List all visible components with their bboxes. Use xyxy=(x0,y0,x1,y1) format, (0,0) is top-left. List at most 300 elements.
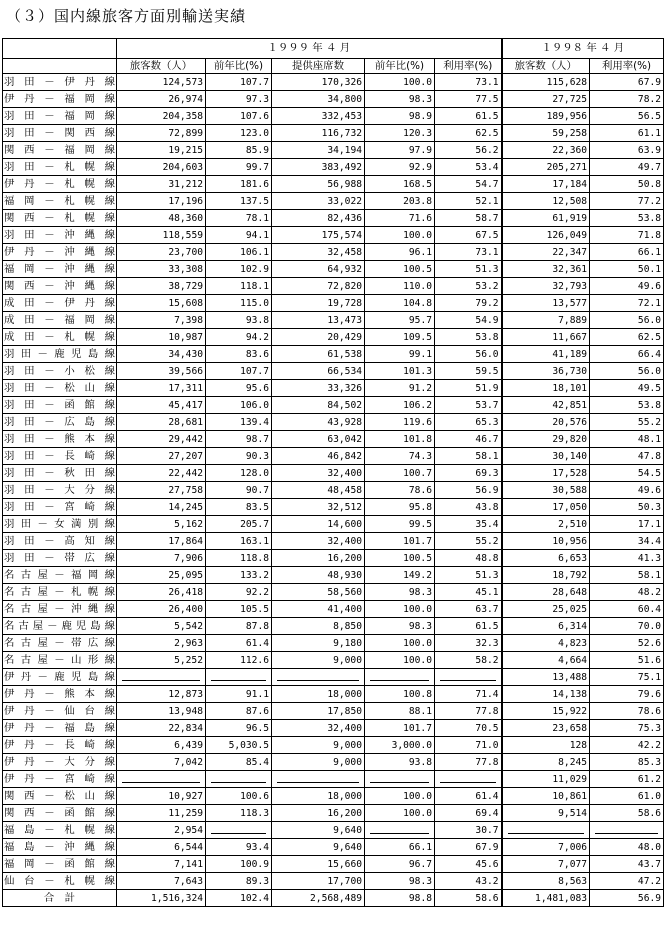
seats-yoy-cell: 109.5 xyxy=(365,329,435,346)
passengers-1998-cell: 61,919 xyxy=(502,210,590,227)
load-factor-1998-cell: 49.6 xyxy=(590,278,664,295)
passengers-1998-cell: 126,049 xyxy=(502,227,590,244)
table-row xyxy=(3,193,664,210)
passengers-yoy-cell: 102.9 xyxy=(206,261,272,278)
passengers-1999-cell: 7,042 xyxy=(117,754,206,771)
table-row xyxy=(3,210,664,227)
passengers-1998-cell: 29,820 xyxy=(502,431,590,448)
passengers-1999-cell: 6,544 xyxy=(117,839,206,856)
passengers-1999-cell: 13,948 xyxy=(117,703,206,720)
passengers-yoy-cell: 123.0 xyxy=(206,125,272,142)
route-name: 成田－札幌線 xyxy=(3,329,117,346)
seats-1999-cell: 9,000 xyxy=(272,652,365,669)
seats-1999-cell: 15,660 xyxy=(272,856,365,873)
route-name: 伊丹－宮崎線 xyxy=(3,771,117,788)
seats-yoy-cell: 101.7 xyxy=(365,533,435,550)
load-factor-1999-cell: 65.3 xyxy=(435,414,502,431)
no-data-dash xyxy=(211,673,266,681)
passengers-1999-cell: 7,141 xyxy=(117,856,206,873)
seats-yoy-cell: 91.2 xyxy=(365,380,435,397)
load-factor-1999-cell: 32.3 xyxy=(435,635,502,652)
load-factor-1998-cell: 77.2 xyxy=(590,193,664,210)
passengers-yoy-cell: 5,030.5 xyxy=(206,737,272,754)
load-factor-1999-cell: 56.9 xyxy=(435,482,502,499)
load-factor-1998-cell: 50.3 xyxy=(590,499,664,516)
passengers-1999-cell: 38,729 xyxy=(117,278,206,295)
load-factor-1999-cell: 58.1 xyxy=(435,448,502,465)
table-row xyxy=(3,584,664,601)
load-factor-1998-cell: 56.0 xyxy=(590,363,664,380)
route-name: 羽田－秋田線 xyxy=(3,465,117,482)
passengers-1998-cell: 22,360 xyxy=(502,142,590,159)
passengers-1999-cell: 19,215 xyxy=(117,142,206,159)
load-factor-1998-cell: 63.9 xyxy=(590,142,664,159)
load-factor-1999-cell: 58.7 xyxy=(435,210,502,227)
load-factor-1999-cell: 52.1 xyxy=(435,193,502,210)
load-factor-1999-cell: 30.7 xyxy=(435,822,502,839)
passengers-1999-cell: 29,442 xyxy=(117,431,206,448)
passengers-yoy-cell: 98.7 xyxy=(206,431,272,448)
passengers-yoy-cell: 139.4 xyxy=(206,414,272,431)
route-name: 羽田－熊本線 xyxy=(3,431,117,448)
load-factor-1998-cell: 48.1 xyxy=(590,431,664,448)
seats-yoy-cell: 106.2 xyxy=(365,397,435,414)
load-factor-1999-cell xyxy=(435,669,502,686)
seats-yoy-cell: 98.3 xyxy=(365,618,435,635)
load-factor-1999-cell: 53.8 xyxy=(435,329,502,346)
route-name: 伊丹－仙台線 xyxy=(3,703,117,720)
header-passengers-1999: 旅客数（人） xyxy=(117,59,206,74)
seats-yoy-cell: 74.3 xyxy=(365,448,435,465)
table-row xyxy=(3,414,664,431)
passengers-yoy-cell: 118.8 xyxy=(206,550,272,567)
route-name: 成田－伊丹線 xyxy=(3,295,117,312)
load-factor-1999-cell: 53.7 xyxy=(435,397,502,414)
load-factor-1998-cell: 49.6 xyxy=(590,482,664,499)
passengers-1999-cell: 45,417 xyxy=(117,397,206,414)
passengers-1998-cell: 10,861 xyxy=(502,788,590,805)
route-name: 羽田－広島線 xyxy=(3,414,117,431)
table-row xyxy=(3,822,664,839)
load-factor-1999-cell: 43.2 xyxy=(435,873,502,890)
route-name: 羽田－大分線 xyxy=(3,482,117,499)
passengers-1998-cell: 32,793 xyxy=(502,278,590,295)
header-blank xyxy=(3,59,117,74)
seats-yoy-cell: 101.3 xyxy=(365,363,435,380)
seats-1999-cell: 41,400 xyxy=(272,601,365,618)
passengers-1998-cell: 17,050 xyxy=(502,499,590,516)
passengers-yoy-cell: 118.1 xyxy=(206,278,272,295)
load-factor-1999-cell: 63.7 xyxy=(435,601,502,618)
passengers-1999-cell: 10,927 xyxy=(117,788,206,805)
passengers-1998-cell: 42,851 xyxy=(502,397,590,414)
no-data-dash xyxy=(440,775,496,783)
table-row xyxy=(3,856,664,873)
passengers-1999-cell: 7,906 xyxy=(117,550,206,567)
seats-yoy-cell: 101.8 xyxy=(365,431,435,448)
seats-1999-cell: 332,453 xyxy=(272,108,365,125)
passengers-yoy-cell: 93.8 xyxy=(206,312,272,329)
load-factor-1998-cell: 62.5 xyxy=(590,329,664,346)
passengers-yoy-cell: 89.3 xyxy=(206,873,272,890)
seats-yoy-cell: 119.6 xyxy=(365,414,435,431)
header-seats-1999: 提供座席数 xyxy=(272,59,365,74)
load-factor-1998-cell: 47.2 xyxy=(590,873,664,890)
load-factor-1998-cell: 48.2 xyxy=(590,584,664,601)
route-name: 伊丹－札幌線 xyxy=(3,176,117,193)
seats-1999-cell: 48,458 xyxy=(272,482,365,499)
passengers-yoy-cell: 106.0 xyxy=(206,397,272,414)
seats-1999-cell: 32,400 xyxy=(272,720,365,737)
table-row xyxy=(3,805,664,822)
load-factor-1998-cell: 50.1 xyxy=(590,261,664,278)
table-row xyxy=(3,448,664,465)
seats-1999-cell: 34,800 xyxy=(272,91,365,108)
route-name: 名古屋－沖縄線 xyxy=(3,601,117,618)
no-data-dash xyxy=(277,673,359,681)
seats-yoy-cell: 96.7 xyxy=(365,856,435,873)
load-factor-1999-cell: 67.5 xyxy=(435,227,502,244)
passengers-1999-cell: 26,400 xyxy=(117,601,206,618)
no-data-dash xyxy=(277,775,359,783)
table-row xyxy=(3,227,664,244)
total-row xyxy=(3,890,664,907)
route-name: 仙台－札幌線 xyxy=(3,873,117,890)
passengers-1998-cell: 4,664 xyxy=(502,652,590,669)
seats-yoy-cell: 98.8 xyxy=(365,890,435,907)
load-factor-1999-cell: 67.9 xyxy=(435,839,502,856)
seats-1999-cell: 8,850 xyxy=(272,618,365,635)
passengers-1998-cell: 15,922 xyxy=(502,703,590,720)
header-columns-row xyxy=(3,59,664,74)
load-factor-1999-cell: 51.3 xyxy=(435,261,502,278)
table-row xyxy=(3,635,664,652)
passengers-1998-cell: 25,025 xyxy=(502,601,590,618)
table-row xyxy=(3,380,664,397)
route-name: 福島－沖縄線 xyxy=(3,839,117,856)
load-factor-1998-cell: 47.8 xyxy=(590,448,664,465)
route-name: 成田－福岡線 xyxy=(3,312,117,329)
load-factor-1999-cell: 73.1 xyxy=(435,244,502,261)
load-factor-1998-cell: 55.2 xyxy=(590,414,664,431)
load-factor-1999-cell: 62.5 xyxy=(435,125,502,142)
route-name: 羽田－関西線 xyxy=(3,125,117,142)
passengers-1999-cell: 31,212 xyxy=(117,176,206,193)
seats-1999-cell: 32,400 xyxy=(272,533,365,550)
seats-yoy-cell: 203.8 xyxy=(365,193,435,210)
table-row xyxy=(3,159,664,176)
header-period-row xyxy=(3,39,664,59)
passengers-1999-cell: 11,259 xyxy=(117,805,206,822)
load-factor-1999-cell: 69.3 xyxy=(435,465,502,482)
passengers-yoy-cell: 99.7 xyxy=(206,159,272,176)
seats-yoy-cell: 99.5 xyxy=(365,516,435,533)
load-factor-1998-cell: 56.0 xyxy=(590,312,664,329)
route-name: 関西－沖縄線 xyxy=(3,278,117,295)
load-factor-1999-cell: 61.5 xyxy=(435,618,502,635)
passengers-yoy-cell: 112.6 xyxy=(206,652,272,669)
passengers-1998-cell: 1,481,083 xyxy=(502,890,590,907)
header-blank xyxy=(3,39,117,59)
passengers-1999-cell: 12,873 xyxy=(117,686,206,703)
route-name: 福岡－札幌線 xyxy=(3,193,117,210)
passengers-1998-cell: 6,314 xyxy=(502,618,590,635)
load-factor-1998-cell: 34.4 xyxy=(590,533,664,550)
passengers-1999-cell: 26,974 xyxy=(117,91,206,108)
seats-yoy-cell: 88.1 xyxy=(365,703,435,720)
seats-1999-cell: 66,534 xyxy=(272,363,365,380)
load-factor-1999-cell: 55.2 xyxy=(435,533,502,550)
seats-1999-cell: 170,326 xyxy=(272,74,365,91)
passengers-yoy-cell xyxy=(206,669,272,686)
seats-yoy-cell: 100.0 xyxy=(365,652,435,669)
header-period-1999: １９９９ 年 ４ 月 xyxy=(117,39,502,59)
passengers-1998-cell: 7,889 xyxy=(502,312,590,329)
route-name: 名古屋－福岡線 xyxy=(3,567,117,584)
load-factor-1999-cell: 73.1 xyxy=(435,74,502,91)
load-factor-1999-cell: 71.4 xyxy=(435,686,502,703)
route-name: 名古屋－鹿児島線 xyxy=(3,618,117,635)
passengers-1999-cell: 7,643 xyxy=(117,873,206,890)
table-row xyxy=(3,533,664,550)
seats-1999-cell: 175,574 xyxy=(272,227,365,244)
passengers-1998-cell: 7,077 xyxy=(502,856,590,873)
load-factor-1998-cell: 75.3 xyxy=(590,720,664,737)
seats-yoy-cell: 101.7 xyxy=(365,720,435,737)
passengers-1998-cell: 20,576 xyxy=(502,414,590,431)
seats-yoy-cell: 100.0 xyxy=(365,788,435,805)
passengers-yoy-cell: 87.8 xyxy=(206,618,272,635)
passengers-yoy-cell: 96.5 xyxy=(206,720,272,737)
table-row xyxy=(3,618,664,635)
load-factor-1998-cell: 58.1 xyxy=(590,567,664,584)
seats-1999-cell: 32,400 xyxy=(272,465,365,482)
seats-yoy-cell: 78.6 xyxy=(365,482,435,499)
no-data-dash xyxy=(595,826,658,834)
passengers-yoy-cell: 87.6 xyxy=(206,703,272,720)
passengers-yoy-cell: 83.6 xyxy=(206,346,272,363)
passengers-1999-cell: 7,398 xyxy=(117,312,206,329)
passengers-1999-cell: 14,245 xyxy=(117,499,206,516)
passengers-1999-cell: 17,196 xyxy=(117,193,206,210)
passengers-1998-cell: 14,138 xyxy=(502,686,590,703)
load-factor-1998-cell: 49.5 xyxy=(590,380,664,397)
passengers-1998-cell: 23,658 xyxy=(502,720,590,737)
page-title: （３）国内線旅客方面別輸送実績 xyxy=(6,7,247,25)
passengers-1999-cell: 5,252 xyxy=(117,652,206,669)
route-name: 羽田－松山線 xyxy=(3,380,117,397)
seats-1999-cell: 33,326 xyxy=(272,380,365,397)
passengers-yoy-cell: 106.1 xyxy=(206,244,272,261)
passengers-1998-cell: 10,956 xyxy=(502,533,590,550)
passengers-yoy-cell: 94.2 xyxy=(206,329,272,346)
seats-1999-cell: 16,200 xyxy=(272,550,365,567)
seats-yoy-cell: 66.1 xyxy=(365,839,435,856)
table-row xyxy=(3,601,664,618)
load-factor-1998-cell xyxy=(590,822,664,839)
passengers-1999-cell: 204,603 xyxy=(117,159,206,176)
load-factor-1998-cell: 78.6 xyxy=(590,703,664,720)
route-name: 羽田－福岡線 xyxy=(3,108,117,125)
seats-1999-cell: 18,000 xyxy=(272,788,365,805)
load-factor-1999-cell: 77.5 xyxy=(435,91,502,108)
load-factor-1999-cell: 53.2 xyxy=(435,278,502,295)
load-factor-1998-cell: 61.0 xyxy=(590,788,664,805)
seats-1999-cell xyxy=(272,771,365,788)
seats-1999-cell: 64,932 xyxy=(272,261,365,278)
seats-yoy-cell: 149.2 xyxy=(365,567,435,584)
table-row xyxy=(3,669,664,686)
no-data-dash xyxy=(122,775,200,783)
table-row xyxy=(3,754,664,771)
seats-1999-cell: 9,640 xyxy=(272,839,365,856)
load-factor-1998-cell: 75.1 xyxy=(590,669,664,686)
passengers-1999-cell: 2,954 xyxy=(117,822,206,839)
load-factor-1998-cell: 61.1 xyxy=(590,125,664,142)
seats-1999-cell: 383,492 xyxy=(272,159,365,176)
route-name: 伊丹－大分線 xyxy=(3,754,117,771)
passengers-1999-cell: 124,573 xyxy=(117,74,206,91)
seats-yoy-cell: 100.0 xyxy=(365,74,435,91)
no-data-dash xyxy=(211,775,266,783)
load-factor-1999-cell: 35.4 xyxy=(435,516,502,533)
seats-1999-cell: 19,728 xyxy=(272,295,365,312)
route-performance-table xyxy=(2,38,664,907)
route-name: 関西－函館線 xyxy=(3,805,117,822)
passengers-1999-cell: 1,516,324 xyxy=(117,890,206,907)
seats-yoy-cell: 110.0 xyxy=(365,278,435,295)
table-row xyxy=(3,244,664,261)
passengers-1998-cell: 59,258 xyxy=(502,125,590,142)
route-name: 羽田－高知線 xyxy=(3,533,117,550)
no-data-dash xyxy=(508,826,585,834)
route-name: 合 計 xyxy=(3,890,117,907)
seats-yoy-cell: 98.3 xyxy=(365,91,435,108)
route-name: 羽田－帯広線 xyxy=(3,550,117,567)
table-row xyxy=(3,363,664,380)
table-row xyxy=(3,703,664,720)
passengers-yoy-cell: 137.5 xyxy=(206,193,272,210)
passengers-1999-cell: 118,559 xyxy=(117,227,206,244)
route-name: 伊丹－鹿児島線 xyxy=(3,669,117,686)
passengers-1998-cell: 8,245 xyxy=(502,754,590,771)
passengers-1998-cell: 22,347 xyxy=(502,244,590,261)
route-name: 羽田－沖縄線 xyxy=(3,227,117,244)
header-passengers-yoy: 前年比(%) xyxy=(206,59,272,74)
seats-yoy-cell: 92.9 xyxy=(365,159,435,176)
passengers-yoy-cell: 91.1 xyxy=(206,686,272,703)
load-factor-1998-cell: 48.0 xyxy=(590,839,664,856)
passengers-yoy-cell: 118.3 xyxy=(206,805,272,822)
table-row xyxy=(3,499,664,516)
load-factor-1998-cell: 70.0 xyxy=(590,618,664,635)
load-factor-1998-cell: 50.8 xyxy=(590,176,664,193)
passengers-1998-cell: 4,823 xyxy=(502,635,590,652)
passengers-1999-cell: 17,864 xyxy=(117,533,206,550)
seats-yoy-cell xyxy=(365,771,435,788)
load-factor-1999-cell: 79.2 xyxy=(435,295,502,312)
load-factor-1998-cell: 66.4 xyxy=(590,346,664,363)
seats-1999-cell: 32,458 xyxy=(272,244,365,261)
seats-yoy-cell: 100.0 xyxy=(365,805,435,822)
passengers-1998-cell: 11,029 xyxy=(502,771,590,788)
load-factor-1998-cell: 61.2 xyxy=(590,771,664,788)
seats-yoy-cell: 120.3 xyxy=(365,125,435,142)
passengers-1998-cell: 13,488 xyxy=(502,669,590,686)
seats-yoy-cell: 100.0 xyxy=(365,227,435,244)
load-factor-1998-cell: 17.1 xyxy=(590,516,664,533)
load-factor-1999-cell: 53.4 xyxy=(435,159,502,176)
passengers-1999-cell: 25,095 xyxy=(117,567,206,584)
table-row xyxy=(3,839,664,856)
load-factor-1999-cell: 51.3 xyxy=(435,567,502,584)
load-factor-1999-cell: 69.4 xyxy=(435,805,502,822)
route-name: 羽田－函館線 xyxy=(3,397,117,414)
table-row xyxy=(3,431,664,448)
seats-1999-cell: 32,512 xyxy=(272,499,365,516)
passengers-1998-cell: 32,361 xyxy=(502,261,590,278)
table-row xyxy=(3,516,664,533)
route-name: 伊丹－福島線 xyxy=(3,720,117,737)
no-data-dash xyxy=(370,673,429,681)
seats-yoy-cell: 100.8 xyxy=(365,686,435,703)
load-factor-1998-cell: 41.3 xyxy=(590,550,664,567)
load-factor-1999-cell: 48.8 xyxy=(435,550,502,567)
passengers-1998-cell: 41,189 xyxy=(502,346,590,363)
seats-1999-cell: 2,568,489 xyxy=(272,890,365,907)
passengers-1999-cell: 5,162 xyxy=(117,516,206,533)
passengers-1999-cell: 204,358 xyxy=(117,108,206,125)
header-period-1998: １９９８ 年 ４ 月 xyxy=(502,39,664,59)
seats-1999-cell: 34,194 xyxy=(272,142,365,159)
table-row xyxy=(3,312,664,329)
passengers-yoy-cell: 90.3 xyxy=(206,448,272,465)
route-name: 羽田－宮崎線 xyxy=(3,499,117,516)
table-row xyxy=(3,329,664,346)
seats-1999-cell: 18,000 xyxy=(272,686,365,703)
passengers-1999-cell: 22,442 xyxy=(117,465,206,482)
seats-yoy-cell: 98.9 xyxy=(365,108,435,125)
load-factor-1998-cell: 53.8 xyxy=(590,210,664,227)
passengers-yoy-cell: 107.7 xyxy=(206,363,272,380)
header-seats-yoy: 前年比(%) xyxy=(365,59,435,74)
seats-1999-cell: 33,022 xyxy=(272,193,365,210)
load-factor-1998-cell: 54.5 xyxy=(590,465,664,482)
passengers-1999-cell: 27,758 xyxy=(117,482,206,499)
passengers-yoy-cell: 93.4 xyxy=(206,839,272,856)
passengers-1998-cell: 17,184 xyxy=(502,176,590,193)
seats-1999-cell: 58,560 xyxy=(272,584,365,601)
load-factor-1998-cell: 56.9 xyxy=(590,890,664,907)
passengers-1998-cell: 28,648 xyxy=(502,584,590,601)
route-name: 福岡－函館線 xyxy=(3,856,117,873)
passengers-1998-cell: 13,577 xyxy=(502,295,590,312)
load-factor-1999-cell: 56.2 xyxy=(435,142,502,159)
passengers-yoy-cell xyxy=(206,822,272,839)
passengers-yoy-cell: 83.5 xyxy=(206,499,272,516)
table-row xyxy=(3,346,664,363)
load-factor-1998-cell: 85.3 xyxy=(590,754,664,771)
passengers-1998-cell: 205,271 xyxy=(502,159,590,176)
seats-1999-cell: 9,640 xyxy=(272,822,365,839)
seats-1999-cell: 9,000 xyxy=(272,737,365,754)
load-factor-1999-cell: 77.8 xyxy=(435,754,502,771)
passengers-yoy-cell: 128.0 xyxy=(206,465,272,482)
seats-yoy-cell: 168.5 xyxy=(365,176,435,193)
no-data-dash xyxy=(370,826,429,834)
passengers-1998-cell: 18,792 xyxy=(502,567,590,584)
passengers-1998-cell: 8,563 xyxy=(502,873,590,890)
